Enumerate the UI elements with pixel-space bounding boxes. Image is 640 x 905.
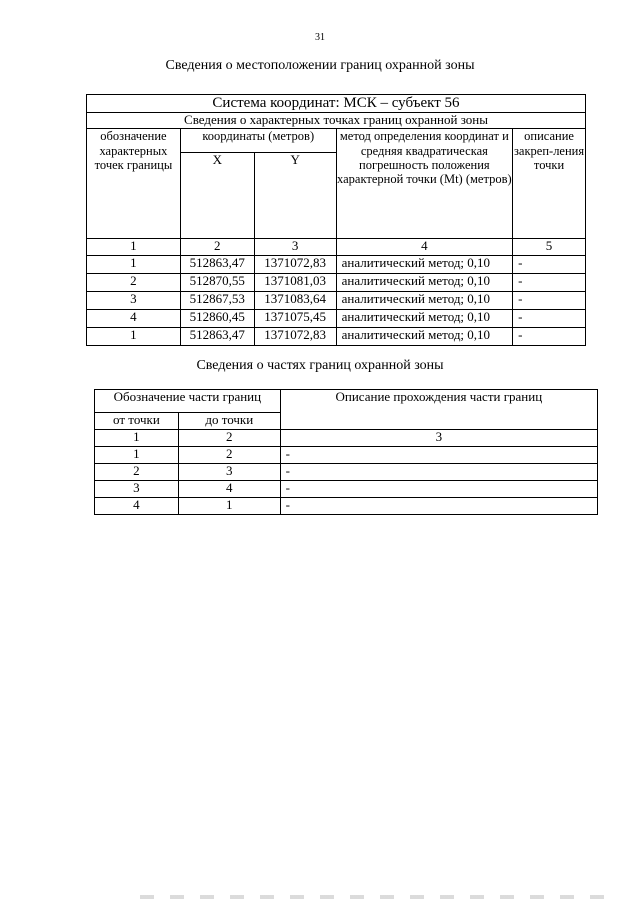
cell-point: 1 xyxy=(87,256,181,274)
header-point: обозначение характерных точек границы xyxy=(87,129,181,239)
table-row xyxy=(95,481,598,498)
cell-desc: - xyxy=(513,310,586,328)
table-row xyxy=(87,328,586,346)
table-row xyxy=(87,256,586,274)
cell-y: 1371075,45 xyxy=(254,310,336,328)
header-to-point: до точки xyxy=(178,413,280,430)
column-number: 3 xyxy=(254,239,336,256)
cell-desc: - xyxy=(513,256,586,274)
cell-desc: - xyxy=(513,328,586,346)
column-number: 1 xyxy=(87,239,181,256)
cell-method: аналитический метод; 0,10 xyxy=(336,310,512,328)
table-row xyxy=(87,310,586,328)
cell-from: 1 xyxy=(95,447,179,464)
points-subtitle: Сведения о характерных точках границ охранной зоны xyxy=(87,113,586,129)
column-number: 2 xyxy=(178,430,280,447)
header-from-point: от точки xyxy=(95,413,179,430)
cell-x: 512860,45 xyxy=(180,310,254,328)
cell-y: 1371072,83 xyxy=(254,256,336,274)
cell-from: 2 xyxy=(95,464,179,481)
header-coordinates: координаты (метров) xyxy=(180,129,336,153)
header-method: метод определения координат и средняя квадратическая погрешность положения характерной точки (Mt) (метров) xyxy=(336,129,512,239)
header-part: Обозначение части границ xyxy=(95,390,281,413)
column-number: 2 xyxy=(180,239,254,256)
cell-to: 1 xyxy=(178,498,280,515)
cell-y: 1371083,64 xyxy=(254,292,336,310)
section-heading-boundaries: Сведения о местоположении границ охранной зоны xyxy=(165,58,475,73)
coordinate-system-title: Система координат: МСК – субъект 56 xyxy=(87,95,586,113)
cell-from: 3 xyxy=(95,481,179,498)
cell-desc: - xyxy=(280,498,597,515)
cell-x: 512867,53 xyxy=(180,292,254,310)
table-row xyxy=(95,464,598,481)
column-number: 5 xyxy=(513,239,586,256)
table-row xyxy=(87,292,586,310)
cell-desc: - xyxy=(280,447,597,464)
cell-point: 1 xyxy=(87,328,181,346)
column-number: 4 xyxy=(336,239,512,256)
cell-method: аналитический метод; 0,10 xyxy=(336,328,512,346)
cell-method: аналитический метод; 0,10 xyxy=(336,292,512,310)
column-number: 3 xyxy=(280,430,597,447)
cell-y: 1371081,03 xyxy=(254,274,336,292)
cell-x: 512863,47 xyxy=(180,256,254,274)
header-x: X xyxy=(180,153,254,239)
cell-to: 3 xyxy=(178,464,280,481)
boundary-points-table xyxy=(86,94,586,346)
cell-desc: - xyxy=(513,292,586,310)
cell-desc: - xyxy=(513,274,586,292)
cell-point: 4 xyxy=(87,310,181,328)
cell-method: аналитический метод; 0,10 xyxy=(336,256,512,274)
cell-point: 2 xyxy=(87,274,181,292)
cell-method: аналитический метод; 0,10 xyxy=(336,274,512,292)
page-number: 31 xyxy=(315,32,325,43)
header-fixing-description: описание закреп-ления точки xyxy=(513,129,586,239)
cell-point: 3 xyxy=(87,292,181,310)
cell-x: 512863,47 xyxy=(180,328,254,346)
cell-to: 2 xyxy=(178,447,280,464)
cell-desc: - xyxy=(280,481,597,498)
section-heading-boundary-parts: Сведения о частях границ охранной зоны xyxy=(196,358,444,373)
header-y: Y xyxy=(254,153,336,239)
table-row xyxy=(87,274,586,292)
cell-from: 4 xyxy=(95,498,179,515)
header-part-description: Описание прохождения части границ xyxy=(280,390,597,430)
cell-to: 4 xyxy=(178,481,280,498)
boundary-parts-table xyxy=(94,389,598,515)
table-row xyxy=(95,447,598,464)
table-row xyxy=(95,498,598,515)
scan-artifact-marks xyxy=(140,895,610,899)
column-number: 1 xyxy=(95,430,179,447)
cell-y: 1371072,83 xyxy=(254,328,336,346)
cell-desc: - xyxy=(280,464,597,481)
cell-x: 512870,55 xyxy=(180,274,254,292)
